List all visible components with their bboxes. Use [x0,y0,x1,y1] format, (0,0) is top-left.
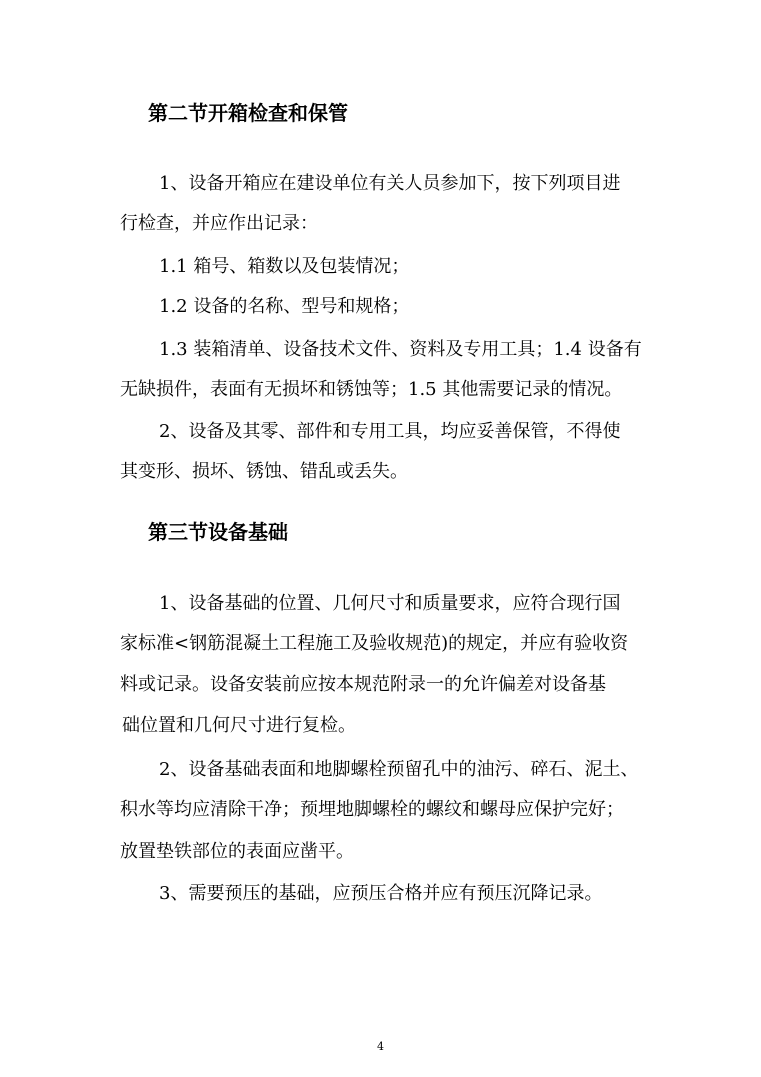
paragraph-line: 2、设备基础表面和地脚螺栓预留孔中的油污、碎石、泥土、 [159,759,639,780]
paragraph-line: 1.3 装箱清单、设备技术文件、资料及专用工具；1.4 设备有 [159,339,642,360]
paragraph-line: 料或记录。设备安装前应按本规范附录一的允许偏差对设备基 [120,674,606,695]
section-heading-foundation: 第三节设备基础 [148,520,288,544]
page-number: 4 [377,1040,384,1053]
paragraph-line: 础位置和几何尺寸进行复检。 [122,715,356,736]
paragraph-line: 1.2 设备的名称、型号和规格； [159,296,410,317]
paragraph-line: 1、设备基础的位置、几何尺寸和质量要求，应符合现行国 [159,593,621,614]
paragraph-line: 2、设备及其零、部件和专用工具，均应妥善保管，不得使 [159,421,621,442]
section-heading-unpacking: 第二节开箱检查和保管 [148,101,348,125]
paragraph-line: 3、需要预压的基础，应预压合格并应有预压沉降记录。 [159,883,603,904]
paragraph-line: 家标准<钢筋混凝土工程施工及验收规范)的规定，并应有验收资 [120,633,629,654]
paragraph-line: 其变形、损坏、锈蚀、错乱或丢失。 [120,461,408,482]
paragraph-line: 1、设备开箱应在建设单位有关人员参加下，按下列项目进 [159,173,621,194]
paragraph-line: 积水等均应清除干净；预埋地脚螺栓的螺纹和螺母应保护完好； [120,799,624,820]
paragraph-line: 放置垫铁部位的表面应凿平。 [120,841,354,862]
paragraph-line: 行检查，并应作出记录： [120,213,318,234]
paragraph-line: 1.1 箱号、箱数以及包装情况； [159,256,410,277]
paragraph-line: 无缺损件，表面有无损坏和锈蚀等；1.5 其他需要记录的情况。 [120,379,623,400]
